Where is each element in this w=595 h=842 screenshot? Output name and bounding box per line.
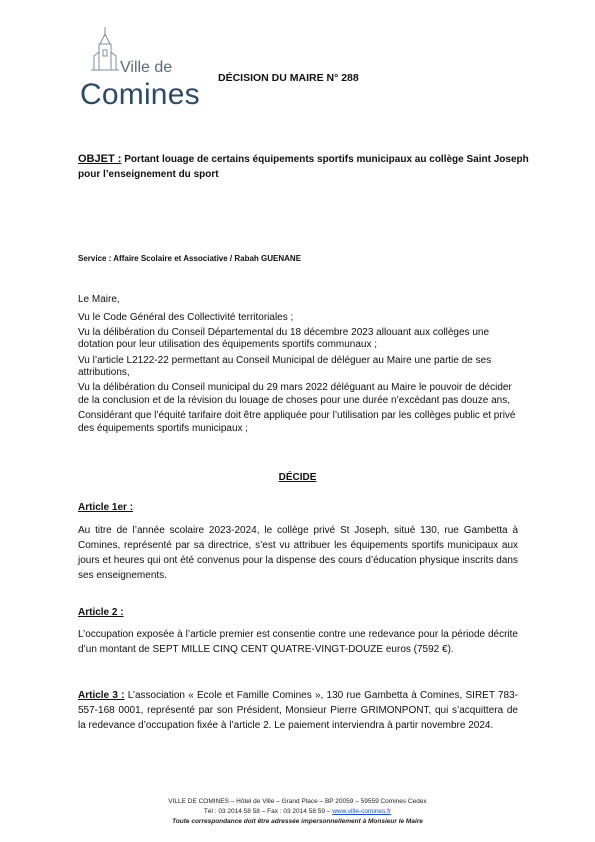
footer [0,797,595,827]
preamble-line: Considérant que l’équité tarifaire doit être appliquée pour l’utilisation par les collèges public et privé des équipements sportifs municipaux ; [78,410,516,434]
website-link[interactable]: www.ville-comines.fr [332,808,392,815]
footer-contact [0,807,595,817]
footer-address: VILLE DE COMINES – Hôtel de Ville – Grand Place – BP 20059 – 59559 Comines Cedex [168,798,427,805]
decision-title: DÉCISION DU MAIRE N° 288 [218,72,359,84]
logo-ville-text: Ville de [120,59,173,76]
city-logo [78,26,200,111]
article-3-text: L’association « Ecole et Famille Comines », 130 rue Gambetta à Comines, SIRET 783-557-168 0001, représenté par son Président, Monsieur Pierre GRIMONPONT, qui s’acquittera de la redevance d’occupation fixée à l’article 2. Le paiement interviendra à partir novembre 2024. [78,690,519,731]
preamble-line: Le Maire, [78,294,120,305]
article-3-heading: Article 3 : [78,690,125,701]
subject-block [78,152,538,182]
preamble-line: Vu la délibération du Conseil Départemental du 18 décembre 2023 allouant aux collèges une dotation pour leur utilisation des équipements sportifs communaux ; [78,326,490,351]
footer-phone-fax: Tél : 03 2014 58 58 – Fax : 03 2014 58 59 – [203,808,333,815]
preamble-line: Vu le Code Général des Collectivité territoriales ; [78,311,294,323]
preamble-line: Vu l’article L2122-22 permettant au Conseil Municipal de déléguer au Maire une partie de ses attributions, [78,354,492,379]
article-3-block [78,688,518,733]
article-1-text: Au titre de l’année scolaire 2023-2024, le collège privé St Joseph, situé 130, rue Gambetta à Comines, représenté par sa directrice, s’est vu attribuer les équipements sportifs municipaux aux jours et heures qui ont été convenus pour la dispense des cours d’éducation physique inscrits dans ses enseignements. [78,525,518,581]
logo-comines-text: Comines [80,78,200,111]
church-steeple-icon [90,26,120,71]
article-2-text: L’occupation exposée à l’article premier est consentie contre une redevance pour la période décrite d’un montant de SEPT MILLE CINQ CENT QUATRE-VINGT-DOUZE euros (7592 €). [78,629,518,655]
article-1-heading: Article 1er : [78,502,134,513]
subject-label: OBJET : [78,153,122,165]
preamble [78,294,518,438]
preamble-line: Vu la délibération du Conseil municipal du 29 mars 2022 déléguant au Maire le pouvoir de décider de la conclusion et de la révision du louage de choses pour une durée n’excédant pas douze ans, [78,382,512,406]
footer-note: Toute correspondance doit être adressée impersonnellement à Monsieur le Maire [172,818,423,825]
service-line: Service : Affaire Scolaire et Associative / Rabah GUENANE [78,254,302,263]
decide-heading: DÉCIDE [278,472,317,483]
article-2-heading: Article 2 : [78,607,124,618]
subject-text: Portant louage de certains équipements sportifs municipaux au collège Saint Joseph pour l’enseignement du sport [78,154,529,180]
